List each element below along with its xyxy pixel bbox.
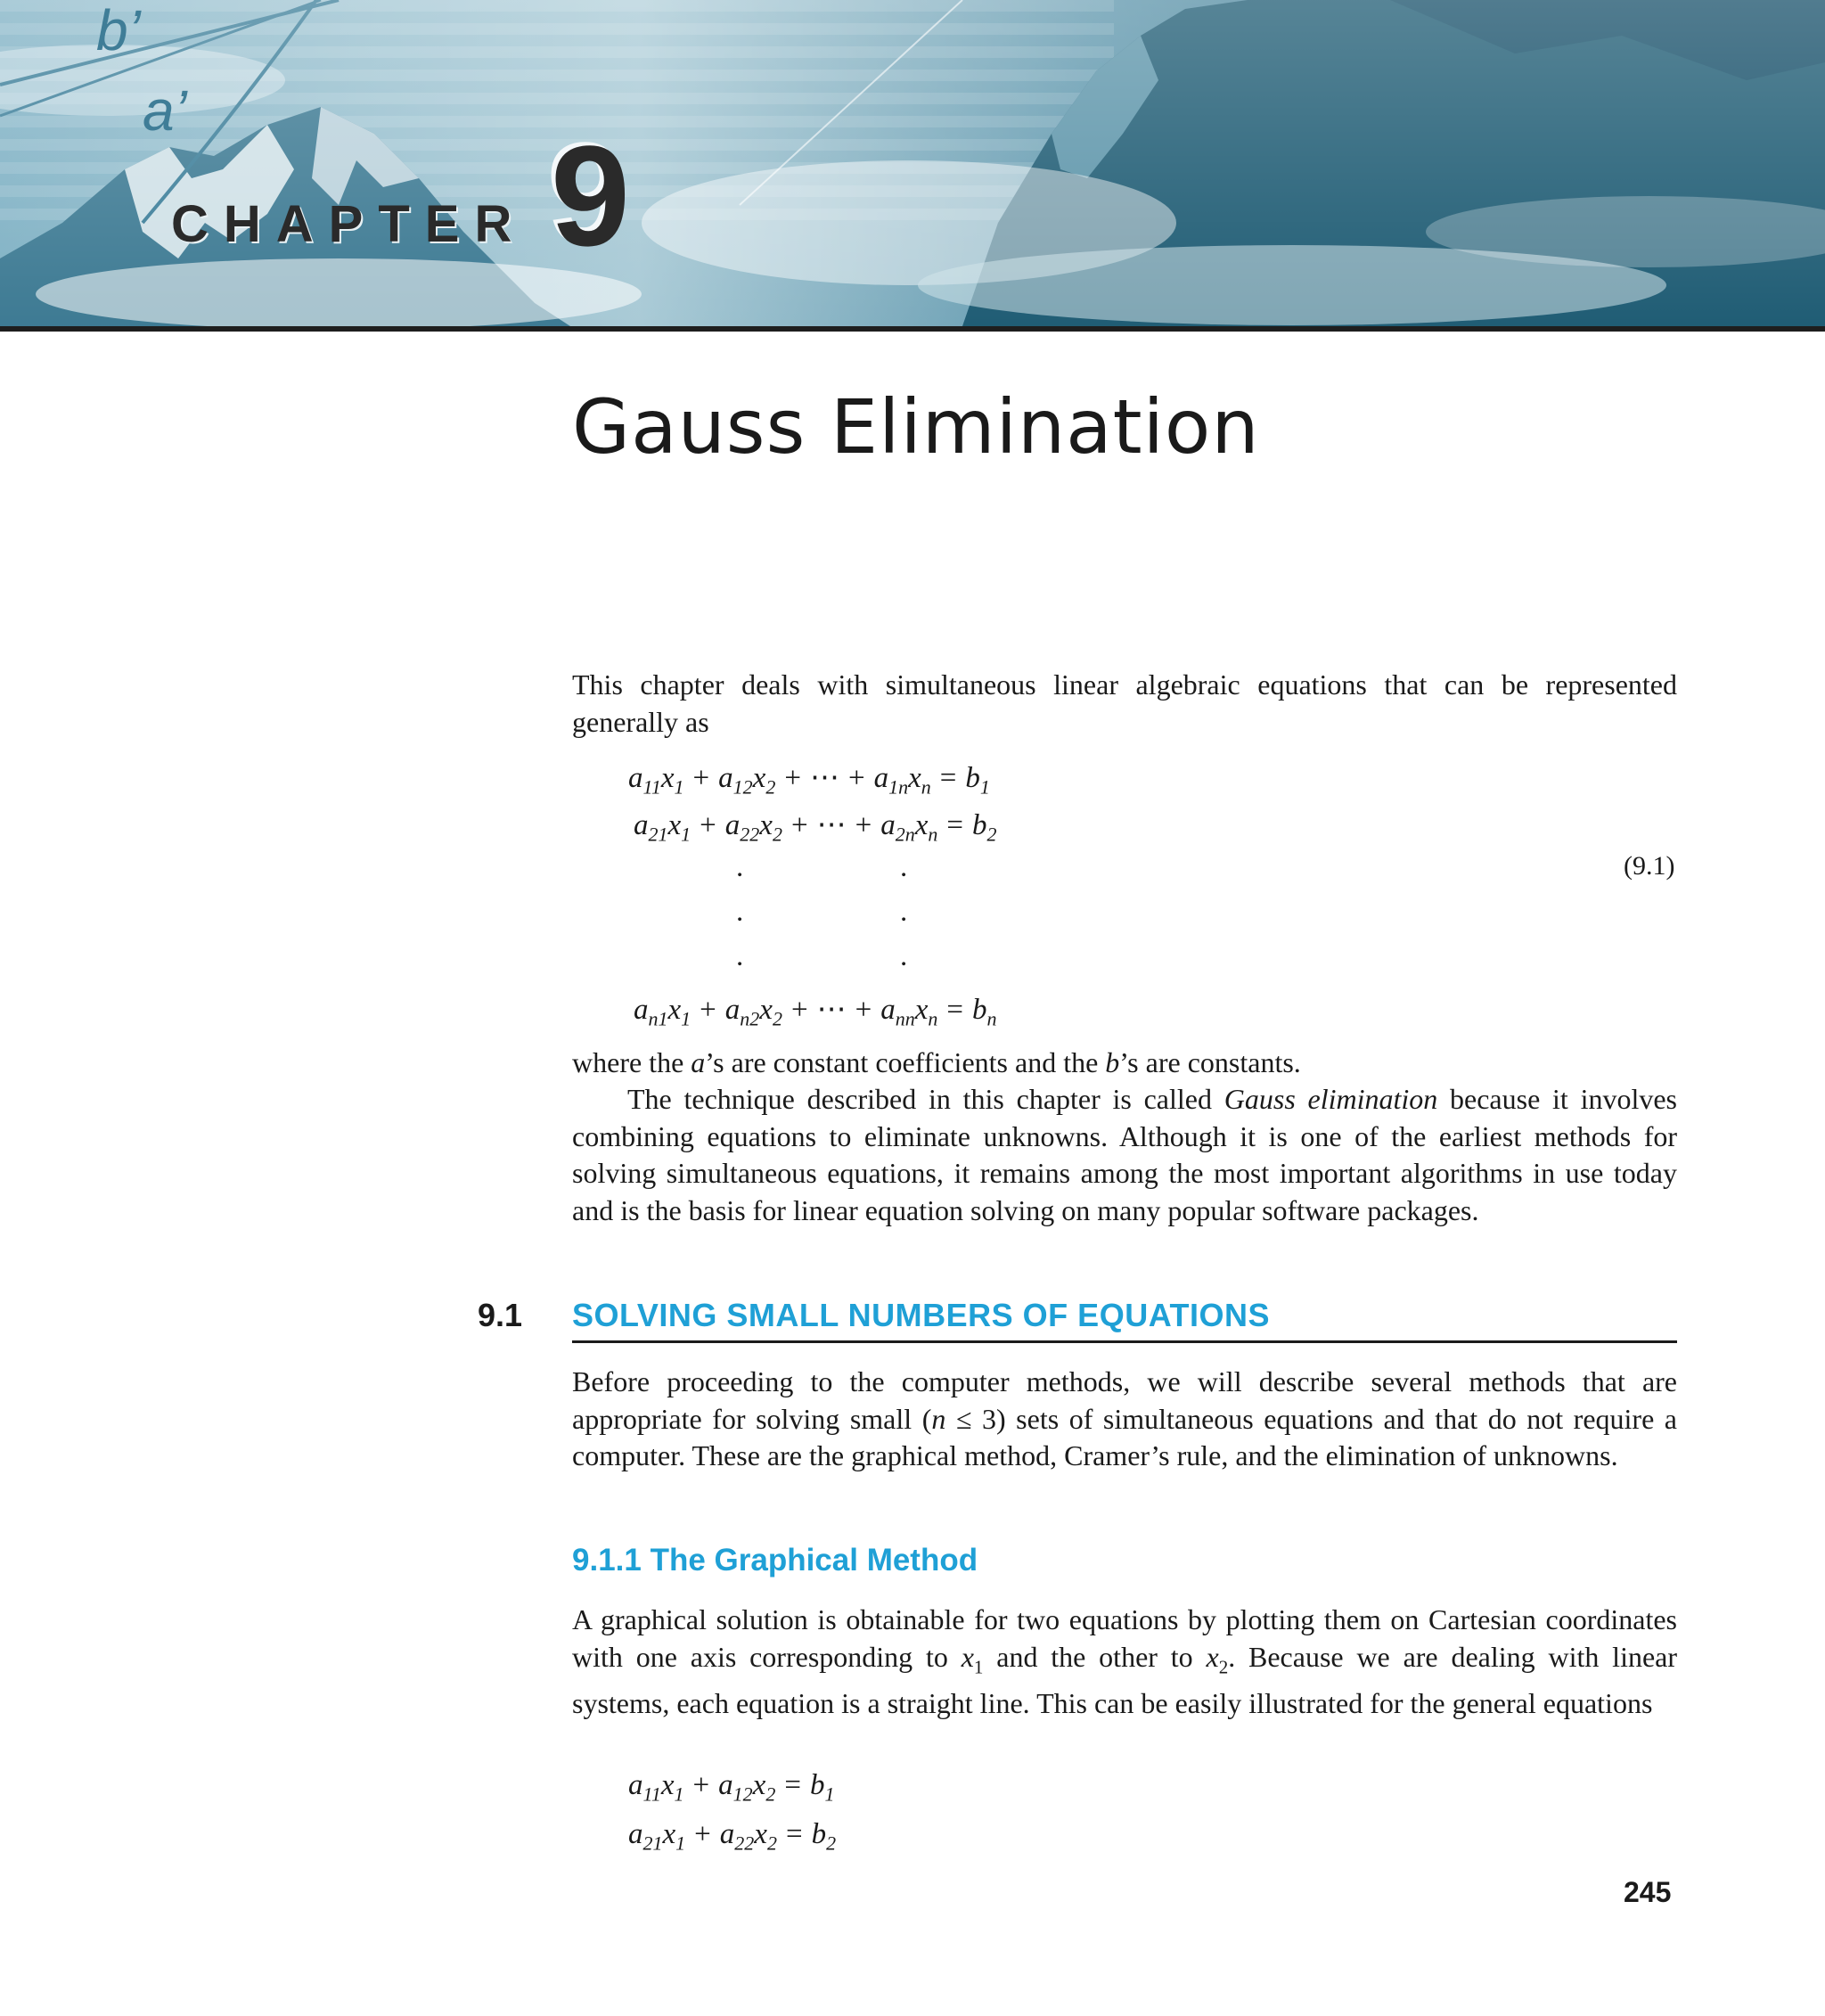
vdot: .: [900, 896, 908, 928]
intro-paragraph-2: where the a’s are constant coefficients and the b’s are constants.: [572, 1046, 1301, 1078]
section-title: SOLVING SMALL NUMBERS OF EQUATIONS: [572, 1297, 1271, 1333]
term-gauss-elimination: Gauss elimination: [1223, 1083, 1438, 1115]
deco-b-prime: b’: [96, 0, 141, 62]
mountain-banner-image: [0, 0, 1825, 332]
vdot: .: [736, 940, 744, 972]
chapter-label: CHAPTER: [171, 195, 528, 253]
vdot: .: [736, 896, 744, 928]
vdot: .: [736, 851, 744, 883]
vdot: .: [900, 940, 908, 972]
equation-row-n: $a_{n1}x_1 + a_{n2}x_2$ + ⋯ + $a_{nn}x_n = b_n$: [634, 994, 997, 1030]
chapter-title: Gauss Elimination: [572, 383, 1260, 471]
chapter-number: 9: [551, 116, 630, 275]
equation-number: (9.1): [1624, 851, 1675, 881]
section-number: 9.1: [478, 1297, 523, 1333]
chapter-banner: [0, 0, 1825, 332]
deco-a-prime: a’: [143, 78, 187, 143]
subsection-paragraph-1: A graphical solution is obtainable for two equations by plotting them on Cartesian coordinates with one axis corresponding to $x_1$ and the other to $x_2$. Because we are dealing with linear systems, each equation is a straight line. This can be easily illustrated for the general equations: [572, 1603, 1678, 1720]
equation-row-1: $a_{11}x_1 + a_{12}x_2$ + ⋯ + $a_{1n}x_n = b_1$: [628, 762, 990, 799]
vdot: .: [900, 851, 908, 883]
general-equation-2: $a_{21}x_1 + a_{22}x_2 = b_2$: [628, 1818, 837, 1855]
section-paragraph-1: Before proceeding to the computer methods, we will describe several methods that are appropriate for solving small (n ≤ 3) sets of simultaneous equations and that do not require a computer. These are the graphical method, Cramer’s rule, and the elimination of unknowns.: [572, 1365, 1678, 1471]
intro-paragraph-1: This chapter deals with simultaneous linear algebraic equations that can be represented generally as: [572, 668, 1677, 738]
banner-rule: [0, 326, 1825, 332]
page-number: 245: [1624, 1876, 1672, 1908]
subsection-title: 9.1.1 The Graphical Method: [572, 1543, 978, 1578]
equation-row-2: $a_{21}x_1 + a_{22}x_2$ + ⋯ + $a_{2n}x_n = b_2$: [634, 809, 997, 846]
general-equation-1: $a_{11}x_1 + a_{12}x_2 = b_1$: [628, 1769, 835, 1806]
intro-paragraph-3: The technique described in this chapter is called Gauss elimination because it involves combining equations to eliminate unknowns. Although it is one of the earliest methods for solving simultaneous equations, it remains among the most important algorithms in use today and is the basis for linear equation solving on many popular software packages.: [572, 1083, 1678, 1226]
section-rule: [572, 1340, 1677, 1343]
